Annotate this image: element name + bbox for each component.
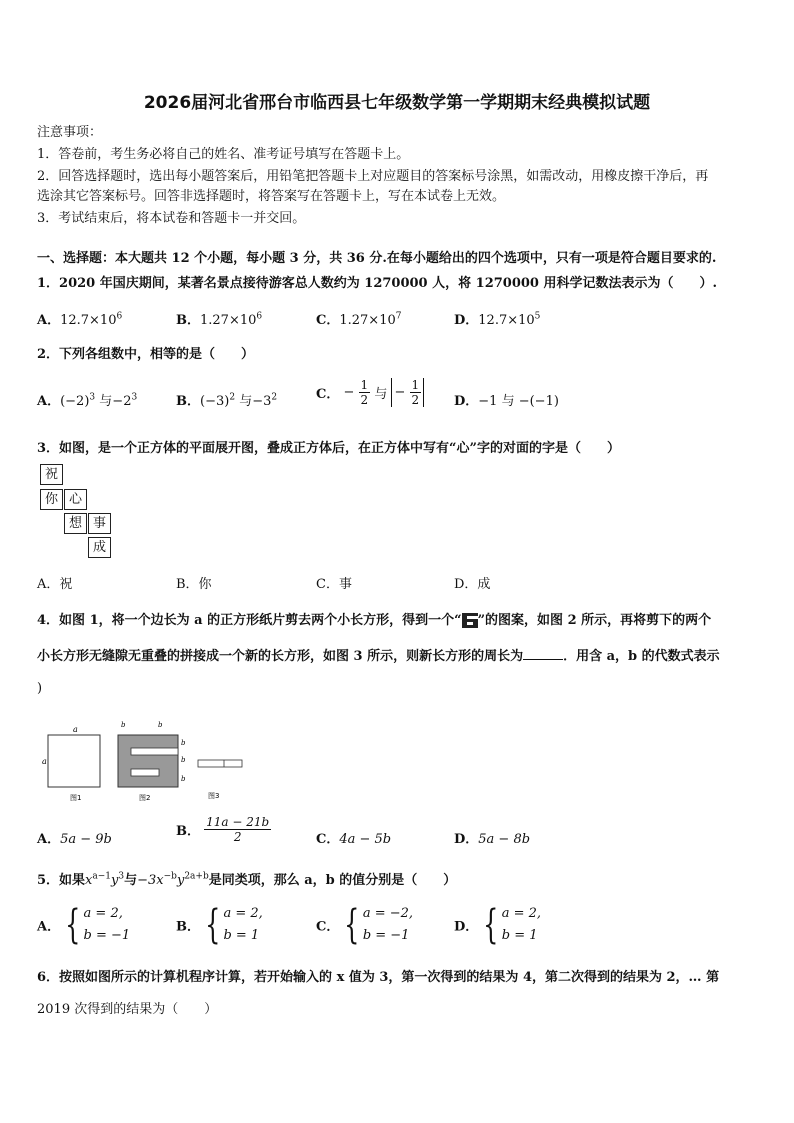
q2-option-d: D．−1 与 −(−1): [454, 394, 559, 409]
q2-stem: 2．下列各组数中，相等的是（ ）: [37, 347, 255, 362]
q5-option-b: B． { a = 2, b = 1: [176, 902, 263, 948]
q5-option-d: D． { a = 2, b = 1: [454, 902, 542, 948]
cube-face: 你: [40, 489, 63, 510]
six-shape-icon: [462, 613, 478, 628]
fig1-label-a: a: [73, 725, 78, 734]
q5-stem: 5．如果$x^{a-1}y^3$与$-3x^{-b}y^{2a+b}$是同类项，那么 a，b 的值分别是（ ）: [37, 871, 457, 888]
q4-option-b: B． $\frac{11a - 21b}{2}$: [176, 815, 270, 844]
notice-item-3: 3．考试结束后，将本试卷和答题卡一并交回。: [37, 211, 306, 226]
fig1-caption: 图1: [70, 794, 82, 802]
q4-line-3: ): [37, 681, 43, 696]
q4-option-d: D．5a − 8b: [454, 832, 531, 847]
fig1-square: [48, 735, 100, 787]
q6-line-2: 2019 次得到的结果为（ ）: [37, 1002, 218, 1017]
section-heading: 一、选择题：本大题共 12 个小题，每小题 3 分，共 36 分.在每小题给出的四个选项中，只有一项是符合题目要求的.: [37, 251, 717, 266]
fig2-label-b1: b: [121, 721, 126, 729]
q6-line-1: 6．按照如图所示的计算机程序计算，若开始输入的 x 值为 3，第一次得到的结果为 4，第二次得到的结果为 2，… 第: [37, 970, 720, 985]
cube-face: 事: [88, 513, 111, 534]
notice-item-2: 2．回答选择题时，选出每小题答案后，用铅笔把答题卡上对应题目的答案标号涂黑，如需改动，用橡皮擦干净后，再: [37, 169, 709, 184]
q1-option-c: C．$1.27\times 10^7$: [316, 311, 402, 328]
q1-option-a: A．$12.7\times 10^6$: [37, 311, 123, 328]
page-title: 2026届河北省邢台市临西县七年级数学第一学期期末经典模拟试题: [143, 93, 651, 113]
q1-option-d: D．$12.7\times 10^5$: [454, 311, 541, 328]
fig2-cut-2: [131, 769, 159, 776]
fig2-shape: [118, 735, 178, 787]
q3-option-a: A．祝: [37, 577, 73, 592]
fig1-label-a-side: a: [42, 757, 47, 766]
fig2-caption: 图2: [139, 794, 151, 802]
q4-option-a: A．5a − 9b: [37, 832, 112, 847]
notice-item-2-cont: 选涂其它答案标号。回答非选择题时，将答案写在答题卡上，写在本试卷上无效。: [37, 189, 506, 204]
q5-option-c: C． { a = −2, b = −1: [316, 902, 414, 948]
q3-stem: 3．如图，是一个正方体的平面展开图，叠成正方体后，在正方体中写有“心”字的对面的字是（ ）: [37, 441, 621, 456]
fig2-label-b3: b: [181, 739, 186, 747]
cube-face: 祝: [40, 464, 63, 485]
notice-item-1: 1．答卷前，考生务必将自己的姓名、准考证号填写在答题卡上。: [37, 147, 410, 162]
q1-option-b: B．$1.27\times 10^6$: [176, 311, 263, 328]
q3-option-d: D．成: [454, 577, 491, 592]
q2-option-a: A．$(-2)^3$ 与$-2^3$: [37, 392, 138, 409]
cube-face: 成: [88, 537, 111, 558]
fig2-cut-1: [131, 748, 178, 755]
q5-option-a: A． { a = 2, b = −1: [37, 902, 131, 948]
q4-line-1: 4．如图 1，将一个边长为 a 的正方形纸片剪去两个小长方形，得到一个“ ”的图案，如图 2 所示，再将剪下的两个: [37, 613, 712, 628]
q2-option-b: B．$(-3)^2$ 与$-3^2$: [176, 392, 278, 409]
fig3-rect: [198, 760, 242, 767]
fig2-label-b5: b: [181, 775, 186, 783]
answer-blank: [523, 647, 563, 660]
cube-net-figure: [40, 464, 112, 559]
cube-face: 想: [64, 513, 87, 534]
q4-option-c: C．4a − 5b: [316, 832, 392, 847]
q4-line-2: 小长方形无缝隙无重叠的拼接成一个新的长方形，如图 3 所示，则新长方形的周长为 ．用含 a，b 的代数式表示: [37, 649, 720, 664]
fig2-label-b4: b: [181, 756, 186, 764]
q2-option-c: C． − $\frac{1}{2}$ 与 − $\frac{1}{2}$: [316, 378, 424, 407]
q3-option-c: C．事: [316, 577, 352, 592]
q4-figures: [38, 718, 258, 804]
cube-face: 心: [64, 489, 87, 510]
notice-heading: 注意事项：: [37, 125, 103, 140]
fig2-label-b2: b: [158, 721, 163, 729]
q3-option-b: B．你: [176, 577, 212, 592]
fig3-caption: 图3: [208, 792, 220, 800]
q1-stem: 1．2020 年国庆期间，某著名景点接待游客总人数约为 1270000 人，将 1270000 用科学记数法表示为（ ）.: [37, 276, 718, 291]
